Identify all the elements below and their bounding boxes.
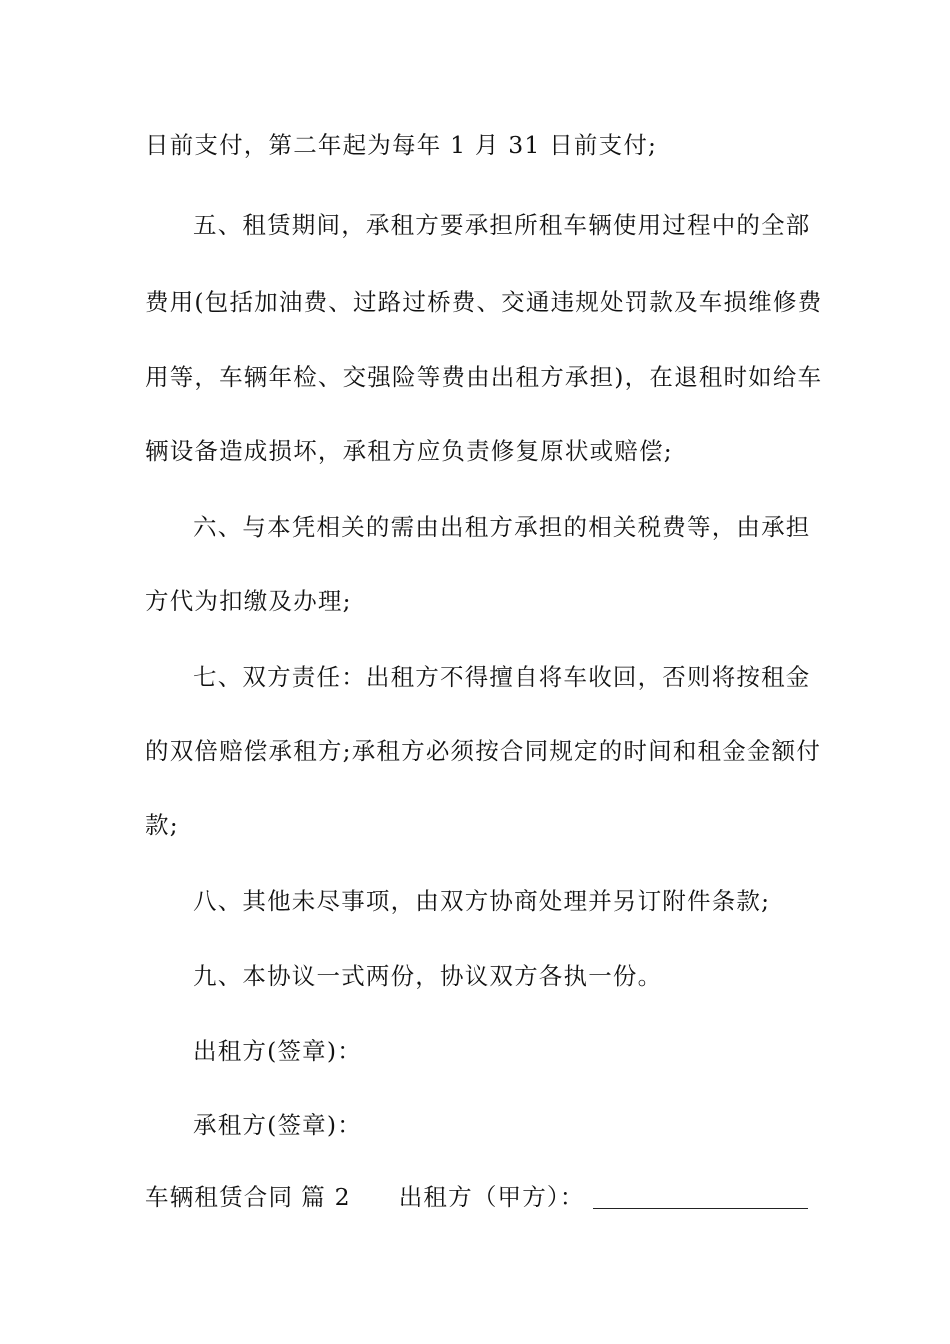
paragraph-line: 日前支付，第二年起为每年 1 月 31 日前支付; xyxy=(145,131,658,159)
contract-section-number: 篇 2 xyxy=(301,1183,351,1211)
clause-9-line: 九、本协议一式两份，协议双方各执一份。 xyxy=(193,962,663,990)
paragraph-line: 款; xyxy=(145,811,179,839)
clause-8-line: 八、其他未尽事项，由双方协商处理并另订附件条款; xyxy=(193,887,771,915)
clause-7-line: 七、双方责任：出租方不得擅自将车收回，否则将按租金 xyxy=(193,663,811,691)
lessee-signature-label: 承租方(签章)： xyxy=(193,1111,362,1139)
contract-title: 车辆租赁合同 xyxy=(145,1183,294,1211)
clause-6-line: 六、与本凭相关的需由出租方承担的相关税费等，由承担 xyxy=(193,513,811,541)
paragraph-line: 的双倍赔偿承租方;承租方必须按合同规定的时间和租金金额付 xyxy=(145,737,822,765)
party-a-blank-field xyxy=(593,1180,808,1209)
lessor-signature-label: 出租方(签章)： xyxy=(193,1037,362,1065)
paragraph-line: 辆设备造成损坏，承租方应负责修复原状或赔偿; xyxy=(145,437,673,465)
contract-heading xyxy=(145,1180,810,1216)
clause-5-line: 五、租赁期间，承租方要承担所租车辆使用过程中的全部 xyxy=(193,211,811,239)
paragraph-line: 费用(包括加油费、过路过桥费、交通违规处罚款及车损维修费 xyxy=(145,288,823,316)
paragraph-line: 方代为扣缴及办理; xyxy=(145,587,352,615)
paragraph-line: 用等，车辆年检、交强险等费由出租方承担)，在退租时如给车 xyxy=(145,363,823,391)
party-a-label: 出租方（甲方）： xyxy=(398,1183,585,1211)
